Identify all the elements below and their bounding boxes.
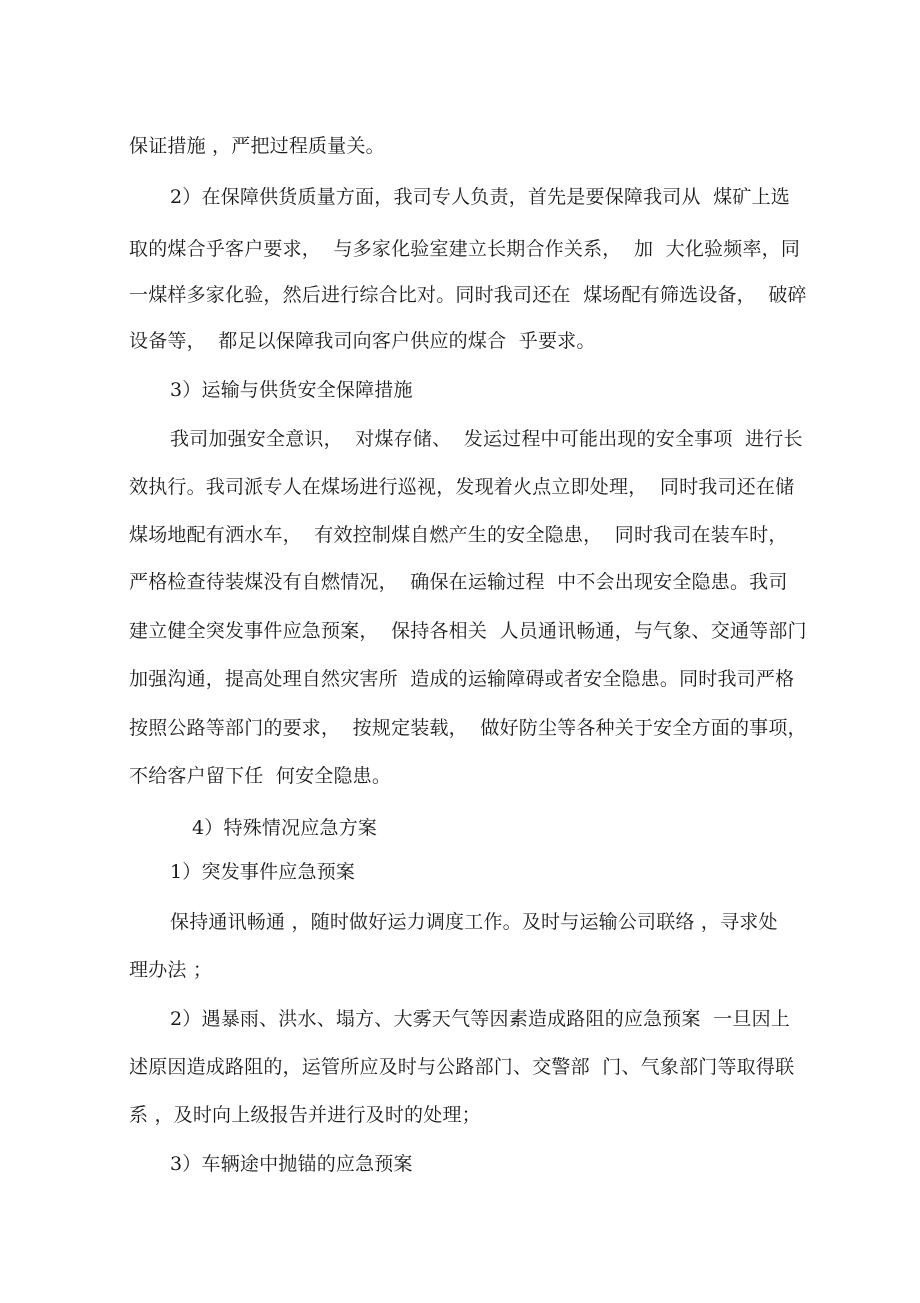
text-line: 2）遇暴雨、洪水、塌方、大雾天气等因素造成路阻的应急预案 一旦因上 <box>170 1008 790 1030</box>
text-line: 3）车辆途中抛锚的应急预案 <box>170 1153 413 1175</box>
text-line: 不给客户留下任 何安全隐患。 <box>129 765 392 787</box>
text-line: 效执行。我司派专人在煤场进行巡视，发现着火点立即处理， 同时我司还在储 <box>129 476 795 498</box>
text-line: 建立健全突发事件应急预案， 保持各相关 人员通讯畅通，与气象、交通等部门 <box>129 620 807 642</box>
text-line: 理办法 ； <box>129 959 213 981</box>
text-line: 述原因造成路阻的，运管所应及时与公路部门、交警部 门、气象部门等取得联 <box>129 1056 795 1078</box>
text-line: 1）突发事件应急预案 <box>170 861 356 883</box>
text-line: 系 ，及时向上级报告并进行及时的处理； <box>129 1104 481 1126</box>
text-line: 取的煤合乎客户要求， 与多家化验室建立长期合作关系， 加 大化验频率，同 <box>129 238 801 260</box>
text-line: 严格检查待装煤没有自燃情况， 确保在运输过程 中不会出现安全隐患。我司 <box>129 571 788 593</box>
text-line: 4）特殊情况应急方案 <box>192 817 378 839</box>
text-line: 煤场地配有洒水车， 有效控制煤自燃产生的安全隐患， 同时我司在装车时， <box>129 524 788 546</box>
text-line: 保持通讯畅通 ，随时做好运力调度工作。及时与运输公司联络 ，寻求处 <box>170 911 778 933</box>
text-line: 保证措施 ，严把过程质量关。 <box>129 135 385 157</box>
text-line: 3）运输与供货安全保障措施 <box>170 379 413 401</box>
text-line: 加强沟通，提高处理自然灾害所 造成的运输障碍或者安全隐患。同时我司严格 <box>129 668 795 690</box>
text-line: 2）在保障供货质量方面，我司专人负责，首先是要保障我司从 煤矿上选 <box>170 186 790 208</box>
text-line: 我司加强安全意识， 对煤存储、 发运过程中可能出现的安全事项 进行长 <box>170 428 803 450</box>
text-line: 按照公路等部门的要求， 按规定装载， 做好防尘等各种关于安全方面的事项， <box>129 717 807 739</box>
text-line: 一煤样多家化验，然后进行综合比对。同时我司还在 煤场配有筛选设备， 破碎 <box>129 284 807 306</box>
text-line: 设备等， 都足以保障我司向客户供应的煤合 乎要求。 <box>129 330 596 352</box>
